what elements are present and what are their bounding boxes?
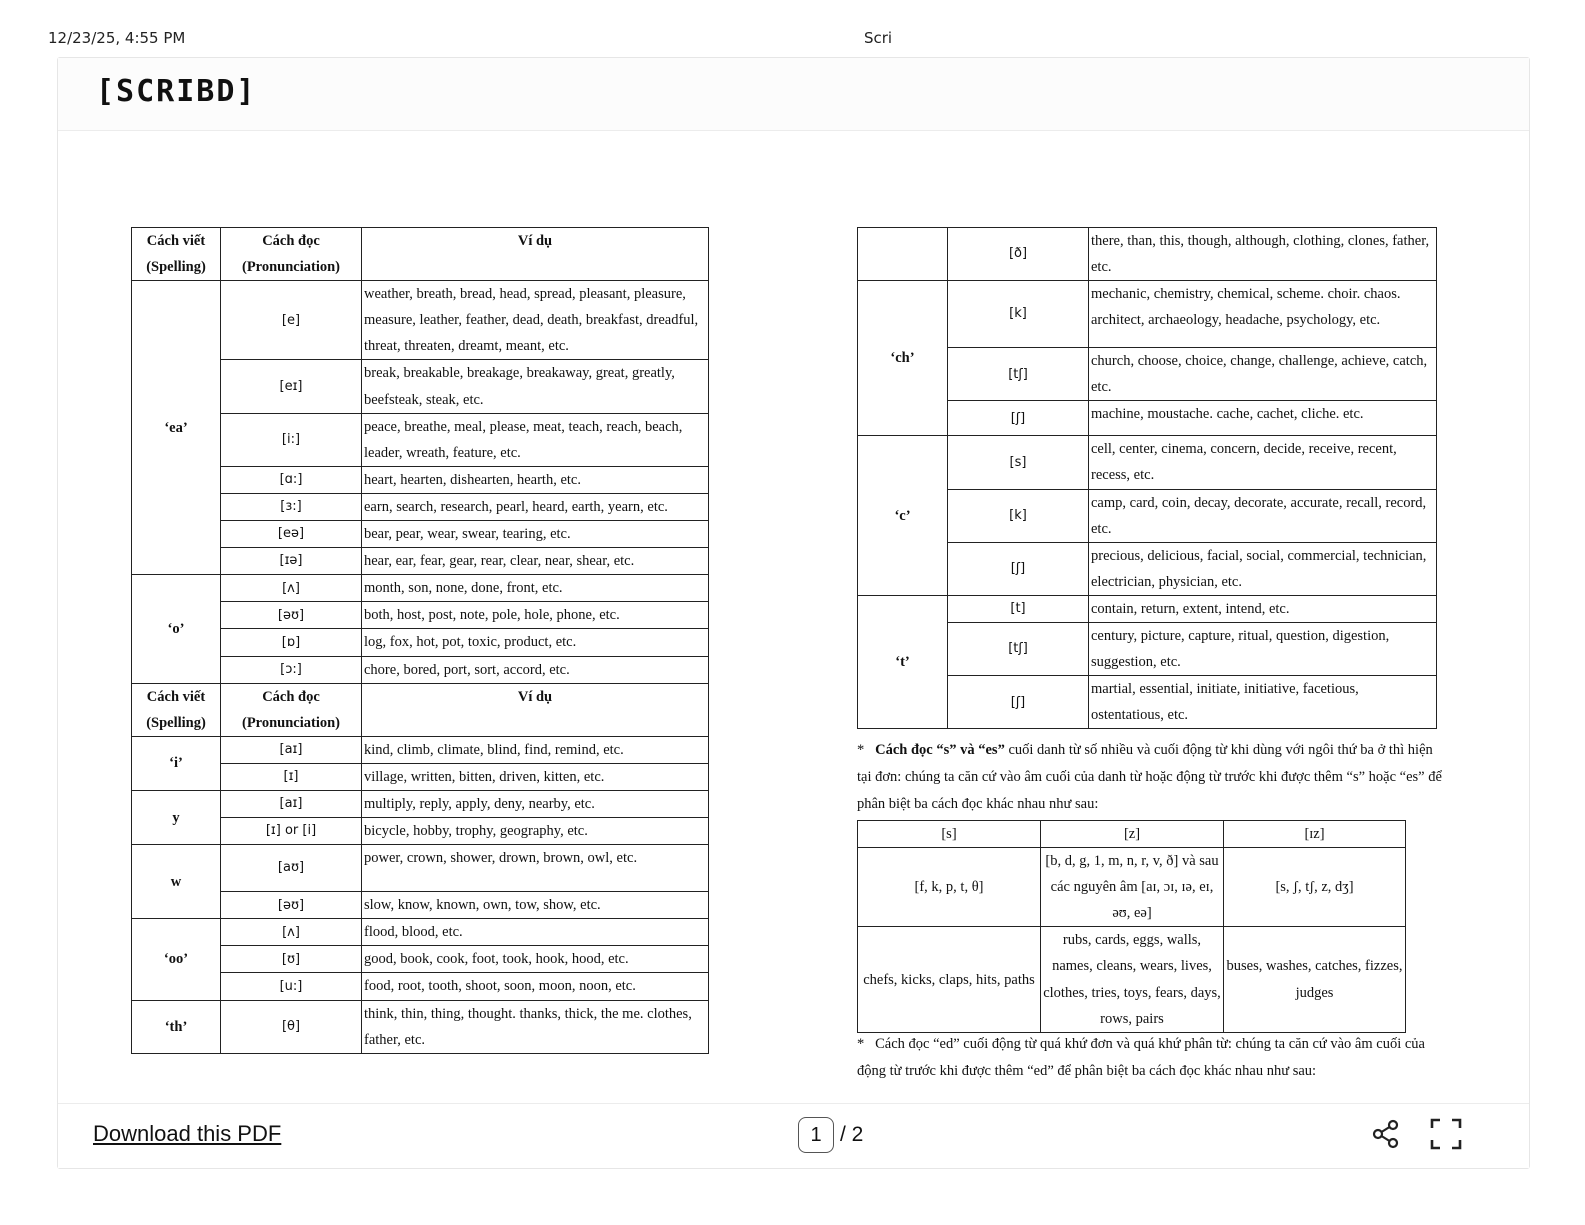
pron-cell: [e]: [221, 281, 362, 360]
spelling-th: ‘th’: [132, 1000, 221, 1053]
pron-cell: [s]: [948, 436, 1089, 489]
example-cell: martial, essential, initiate, initiative, facetious, ostentatious, etc.: [1089, 676, 1437, 729]
document-page: [58, 131, 1529, 1091]
left-pronunciation-table: [131, 227, 709, 1054]
note-ed: [857, 1031, 1447, 1085]
pron-cell: [əʊ]: [221, 892, 362, 919]
print-title: Scri: [863, 29, 893, 47]
spelling-th-continued: [858, 228, 948, 281]
note-s-title: Cách đọc “s” và “es”: [875, 742, 1005, 758]
note-s-text: cuối danh từ số nhiều và cuối động từ khi dùng với ngôi thứ ba ở thì hiện tại đơn: chúng ta căn cứ vào âm cuối của danh từ hoặc động từ trước khi được thêm “s” hoặc “es” để phân biệt ba cách đọc khác nhau như sau:: [857, 742, 1442, 812]
spelling-ch: ‘ch’: [858, 281, 948, 436]
pron-cell: [ɔ:]: [221, 656, 362, 683]
example-cell: flood, blood, etc.: [362, 919, 709, 946]
viewer-topbar: [58, 58, 1529, 131]
pron-cell: [ð]: [948, 228, 1089, 281]
fullscreen-icon[interactable]: [1430, 1118, 1462, 1150]
pron-cell: [ʌ]: [221, 919, 362, 946]
s-rule-iz: [s, ʃ, tʃ, z, dʒ]: [1224, 848, 1406, 927]
viewer-bottombar: [58, 1103, 1529, 1168]
spelling-i: ‘i’: [132, 736, 221, 790]
example-cell: camp, card, coin, decay, decorate, accurate, recall, record, etc.: [1089, 489, 1437, 542]
pron-cell: [tʃ]: [948, 623, 1089, 676]
spelling-oo: ‘oo’: [132, 919, 221, 1000]
pron-cell: [aʊ]: [221, 845, 362, 892]
example-cell: both, host, post, note, pole, hole, phone, etc.: [362, 602, 709, 629]
example-cell: break, breakable, breakage, breakaway, great, greatly, beefsteak, steak, etc.: [362, 360, 709, 413]
example-cell: machine, moustache. cache, cachet, cliche. etc.: [1089, 401, 1437, 436]
header-example: Ví dụ: [362, 683, 709, 736]
print-datetime: 12/23/25, 4:55 PM: [48, 29, 186, 47]
example-cell: precious, delicious, facial, social, commercial, technician, electrician, physician, etc.: [1089, 542, 1437, 595]
example-cell: cell, center, cinema, concern, decide, receive, recent, recess, etc.: [1089, 436, 1437, 489]
pron-cell: [ʊ]: [221, 946, 362, 973]
pron-cell: [k]: [948, 489, 1089, 542]
example-cell: multiply, reply, apply, deny, nearby, etc.: [362, 790, 709, 817]
s-example-s: chefs, kicks, claps, hits, paths: [858, 927, 1041, 1032]
example-cell: mechanic, chemistry, chemical, scheme. choir. chaos. architect, archaeology, headache, psychology, etc.: [1089, 281, 1437, 348]
s-es-table: [857, 820, 1406, 1033]
download-pdf-link[interactable]: Download this PDF: [93, 1121, 282, 1146]
spelling-ea: ‘ea’: [132, 281, 221, 575]
pron-cell: [eə]: [221, 521, 362, 548]
example-cell: chore, bored, port, sort, accord, etc.: [362, 656, 709, 683]
page-navigator: [798, 1117, 863, 1153]
pron-cell: [i:]: [221, 413, 362, 466]
pron-cell: [ɪ] or [i]: [221, 818, 362, 845]
spelling-y: y: [132, 790, 221, 844]
header-spelling: Cách viết (Spelling): [132, 683, 221, 736]
pron-cell: [ʃ]: [948, 676, 1089, 729]
example-cell: village, written, bitten, driven, kitten, etc.: [362, 763, 709, 790]
example-cell: earn, search, research, pearl, heard, earth, yearn, etc.: [362, 493, 709, 520]
s-header-s: [s]: [858, 821, 1041, 848]
s-rule-z: [b, d, g, 1, m, n, r, v, ð] và sau các nguyên âm [aɪ, ɔɪ, ɪə, eɪ, əʊ, eə]: [1041, 848, 1224, 927]
header-pronunciation: Cách đọc (Pronunciation): [221, 683, 362, 736]
note-bullet: *: [857, 742, 865, 758]
example-cell: century, picture, capture, ritual, question, digestion, suggestion, etc.: [1089, 623, 1437, 676]
header-spelling: Cách viết (Spelling): [132, 228, 221, 281]
spelling-c: ‘c’: [858, 436, 948, 596]
spelling-t: ‘t’: [858, 595, 948, 728]
example-cell: peace, breathe, meal, please, meat, teach, reach, beach, leader, wreath, feature, etc.: [362, 413, 709, 466]
example-cell: heart, hearten, dishearten, hearth, etc.: [362, 466, 709, 493]
note-s-es: [857, 737, 1447, 818]
pron-cell: [tʃ]: [948, 348, 1089, 401]
example-cell: hear, ear, fear, gear, rear, clear, near, shear, etc.: [362, 548, 709, 575]
pron-cell: [ɪə]: [221, 548, 362, 575]
pron-cell: [ʃ]: [948, 401, 1089, 436]
pron-cell: [θ]: [221, 1000, 362, 1053]
share-icon[interactable]: [1370, 1118, 1402, 1150]
example-cell: good, book, cook, foot, took, hook, hood, etc.: [362, 946, 709, 973]
example-cell: there, than, this, though, although, clothing, clones, father, etc.: [1089, 228, 1437, 281]
s-header-iz: [ɪz]: [1224, 821, 1406, 848]
example-cell: food, root, tooth, shoot, soon, moon, noon, etc.: [362, 973, 709, 1000]
pron-cell: [ɒ]: [221, 629, 362, 656]
example-cell: weather, breath, bread, head, spread, pleasant, pleasure, measure, leather, feather, dead, death, breakfast, dreadful, threat, threaten, dreamt, meant, etc.: [362, 281, 709, 360]
pron-cell: [ɜ:]: [221, 493, 362, 520]
pron-cell: [əʊ]: [221, 602, 362, 629]
pron-cell: [k]: [948, 281, 1089, 348]
note-bullet: *: [857, 1036, 865, 1052]
s-header-z: [z]: [1041, 821, 1224, 848]
pron-cell: [ɑ:]: [221, 466, 362, 493]
example-cell: month, son, none, done, front, etc.: [362, 575, 709, 602]
pron-cell: [ʌ]: [221, 575, 362, 602]
total-pages: / 2: [840, 1123, 864, 1146]
example-cell: bicycle, hobby, trophy, geography, etc.: [362, 818, 709, 845]
pron-cell: [eɪ]: [221, 360, 362, 413]
pron-cell: [aɪ]: [221, 736, 362, 763]
pron-cell: [u:]: [221, 973, 362, 1000]
example-cell: bear, pear, wear, swear, tearing, etc.: [362, 521, 709, 548]
example-cell: slow, know, known, own, tow, show, etc.: [362, 892, 709, 919]
s-example-iz: buses, washes, catches, fizzes, judges: [1224, 927, 1406, 1032]
note-ed-text: Cách đọc “ed” cuối động từ quá khứ đơn và quá khứ phân từ: chúng ta căn cứ vào âm cuối của động từ trước khi được thêm “ed” để phân biệt ba cách đọc khác nhau như sau:: [857, 1036, 1425, 1079]
spelling-w: w: [132, 845, 221, 919]
s-example-z: rubs, cards, eggs, walls, names, cleans, wears, lives, clothes, tries, toys, fears, days, rows, pairs: [1041, 927, 1224, 1032]
header-example: Ví dụ: [362, 228, 709, 281]
example-cell: power, crown, shower, drown, brown, owl, etc.: [362, 845, 709, 892]
current-page-input[interactable]: 1: [798, 1117, 834, 1153]
right-pronunciation-table: [857, 227, 1437, 729]
example-cell: contain, return, extent, intend, etc.: [1089, 595, 1437, 622]
example-cell: log, fox, hot, pot, toxic, product, etc.: [362, 629, 709, 656]
pron-cell: [t]: [948, 595, 1089, 622]
document-viewer: [57, 57, 1530, 1169]
spelling-o: ‘o’: [132, 575, 221, 683]
pron-cell: [aɪ]: [221, 790, 362, 817]
pron-cell: [ɪ]: [221, 763, 362, 790]
scribd-logo[interactable]: [SCRIBD]: [96, 74, 257, 109]
header-pronunciation: Cách đọc (Pronunciation): [221, 228, 362, 281]
example-cell: church, choose, choice, change, challenge, achieve, catch, etc.: [1089, 348, 1437, 401]
s-rule-s: [f, k, p, t, θ]: [858, 848, 1041, 927]
example-cell: think, thin, thing, thought. thanks, thick, the me. clothes, father, etc.: [362, 1000, 709, 1053]
pron-cell: [ʃ]: [948, 542, 1089, 595]
example-cell: kind, climb, climate, blind, find, remind, etc.: [362, 736, 709, 763]
